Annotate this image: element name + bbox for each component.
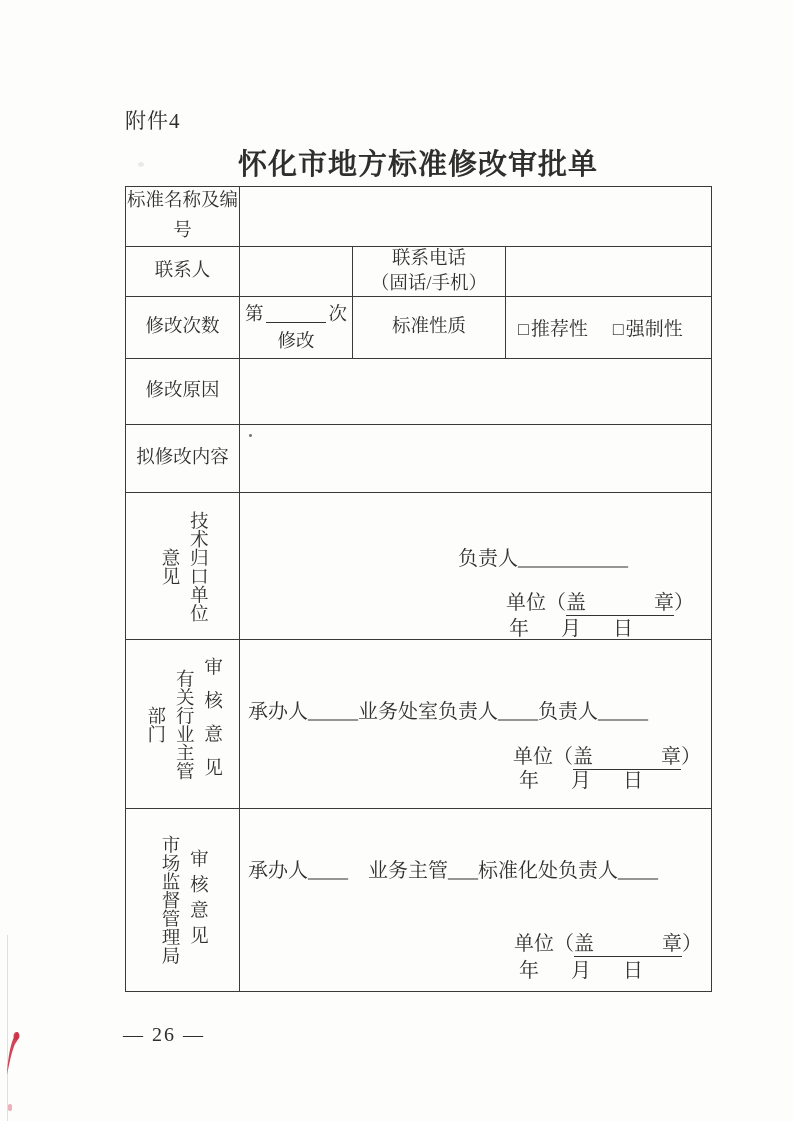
industry-dept-opinion-cell[interactable] xyxy=(240,640,712,809)
seal-gai: 盖 xyxy=(573,746,593,768)
market-bureau-seal-line[interactable]: 单位（盖 章） xyxy=(514,933,702,955)
contact-label: 联系人 xyxy=(126,247,240,297)
seal-gai: 盖 xyxy=(574,933,594,955)
seal-zhang: 章 xyxy=(662,933,682,955)
row-proposed-content xyxy=(126,425,712,493)
nature-options-cell xyxy=(506,297,712,359)
attachment-label: 附件4 xyxy=(125,109,181,133)
revision-count-label: 修改次数 xyxy=(126,297,240,359)
reason-input-cell[interactable] xyxy=(240,359,712,425)
tech-unit-responsible-line[interactable]: 负责人___________ xyxy=(458,548,628,570)
row-revision-count xyxy=(126,297,712,359)
nature-label: 标准性质 xyxy=(353,297,506,359)
row-reason xyxy=(126,359,712,425)
revision-count-fill-cell[interactable] xyxy=(240,297,353,359)
row-tech-unit-opinion xyxy=(126,493,712,640)
scan-edge-line-artifact xyxy=(7,935,8,1121)
checkbox-mandatory-icon[interactable]: □ xyxy=(612,319,624,339)
stray-ink-dot-artifact xyxy=(249,434,252,437)
count-prefix: 第 xyxy=(245,305,264,325)
industry-dept-label-name: 有关行业主管 xyxy=(173,668,194,780)
count-blank-line[interactable] xyxy=(266,321,327,323)
market-bureau-date-line[interactable]: 年 月 日 xyxy=(519,960,649,982)
industry-dept-label-cell xyxy=(126,640,240,809)
seal-zhang: 章 xyxy=(661,746,681,768)
red-speck-artifact xyxy=(8,1104,12,1111)
proposed-content-input-cell[interactable] xyxy=(240,425,712,493)
count-line2: 修改 xyxy=(277,332,315,352)
count-suffix: 次 xyxy=(328,305,347,325)
phone-label xyxy=(353,247,506,297)
standard-name-label: 标准名称及编号 xyxy=(126,187,240,247)
market-bureau-label-cell xyxy=(126,809,240,992)
industry-dept-seal-line[interactable]: 单位（盖 章） xyxy=(513,746,701,768)
seal-gai: 盖 xyxy=(566,592,586,614)
tech-unit-date-line[interactable]: 年 月 日 xyxy=(509,618,639,640)
row-industry-dept-opinion xyxy=(126,640,712,809)
row-contact xyxy=(126,247,712,297)
row-market-bureau-opinion xyxy=(126,809,712,992)
red-pen-mark-artifact xyxy=(5,1031,23,1077)
phone-label-line2: （固话/手机） xyxy=(370,273,488,294)
page-title: 怀化市地方标准修改审批单 xyxy=(237,149,598,181)
option-recommended[interactable] xyxy=(518,314,588,341)
market-bureau-opinion-cell[interactable] xyxy=(240,809,712,992)
contact-input-cell[interactable] xyxy=(240,247,353,297)
proposed-content-label: 拟修改内容 xyxy=(126,425,240,493)
reason-label: 修改原因 xyxy=(126,359,240,425)
industry-dept-date-line[interactable]: 年 月 日 xyxy=(519,770,649,792)
market-bureau-sign-line[interactable]: 承办人____ 业务主管___标准化处负责人____ xyxy=(248,860,658,882)
row-standard-name xyxy=(126,187,712,247)
industry-dept-sign-line[interactable]: 承办人_____业务处室负责人____负责人_____ xyxy=(248,701,648,723)
approval-form-table xyxy=(125,186,712,992)
tech-unit-label-opinion: 意见 xyxy=(159,547,179,585)
option-mandatory[interactable] xyxy=(613,314,683,341)
seal-zhang: 章 xyxy=(654,592,674,614)
checkbox-recommended-icon[interactable]: □ xyxy=(518,319,529,339)
phone-label-line1: 联系电话 xyxy=(391,249,466,270)
tech-unit-label-cell xyxy=(126,493,240,640)
industry-dept-label-bumen: 部门 xyxy=(144,705,165,743)
tech-unit-seal-line[interactable]: 单位（盖 章） xyxy=(506,592,694,614)
industry-dept-label-review: 审核意见 xyxy=(201,657,222,791)
market-bureau-label-review: 审核意见 xyxy=(187,849,208,951)
tech-unit-label-name: 技术归口单位 xyxy=(187,510,208,622)
tech-unit-opinion-cell[interactable] xyxy=(240,493,712,640)
option-recommended-label: 推荐性 xyxy=(530,319,588,340)
option-mandatory-label: 强制性 xyxy=(625,319,683,340)
page-number: — 26 — xyxy=(123,1024,205,1046)
phone-input-cell[interactable] xyxy=(506,247,712,297)
market-bureau-label-name: 市场监督管理局 xyxy=(159,835,179,965)
standard-name-input-cell[interactable] xyxy=(240,187,712,247)
scan-smudge-artifact xyxy=(138,162,144,167)
